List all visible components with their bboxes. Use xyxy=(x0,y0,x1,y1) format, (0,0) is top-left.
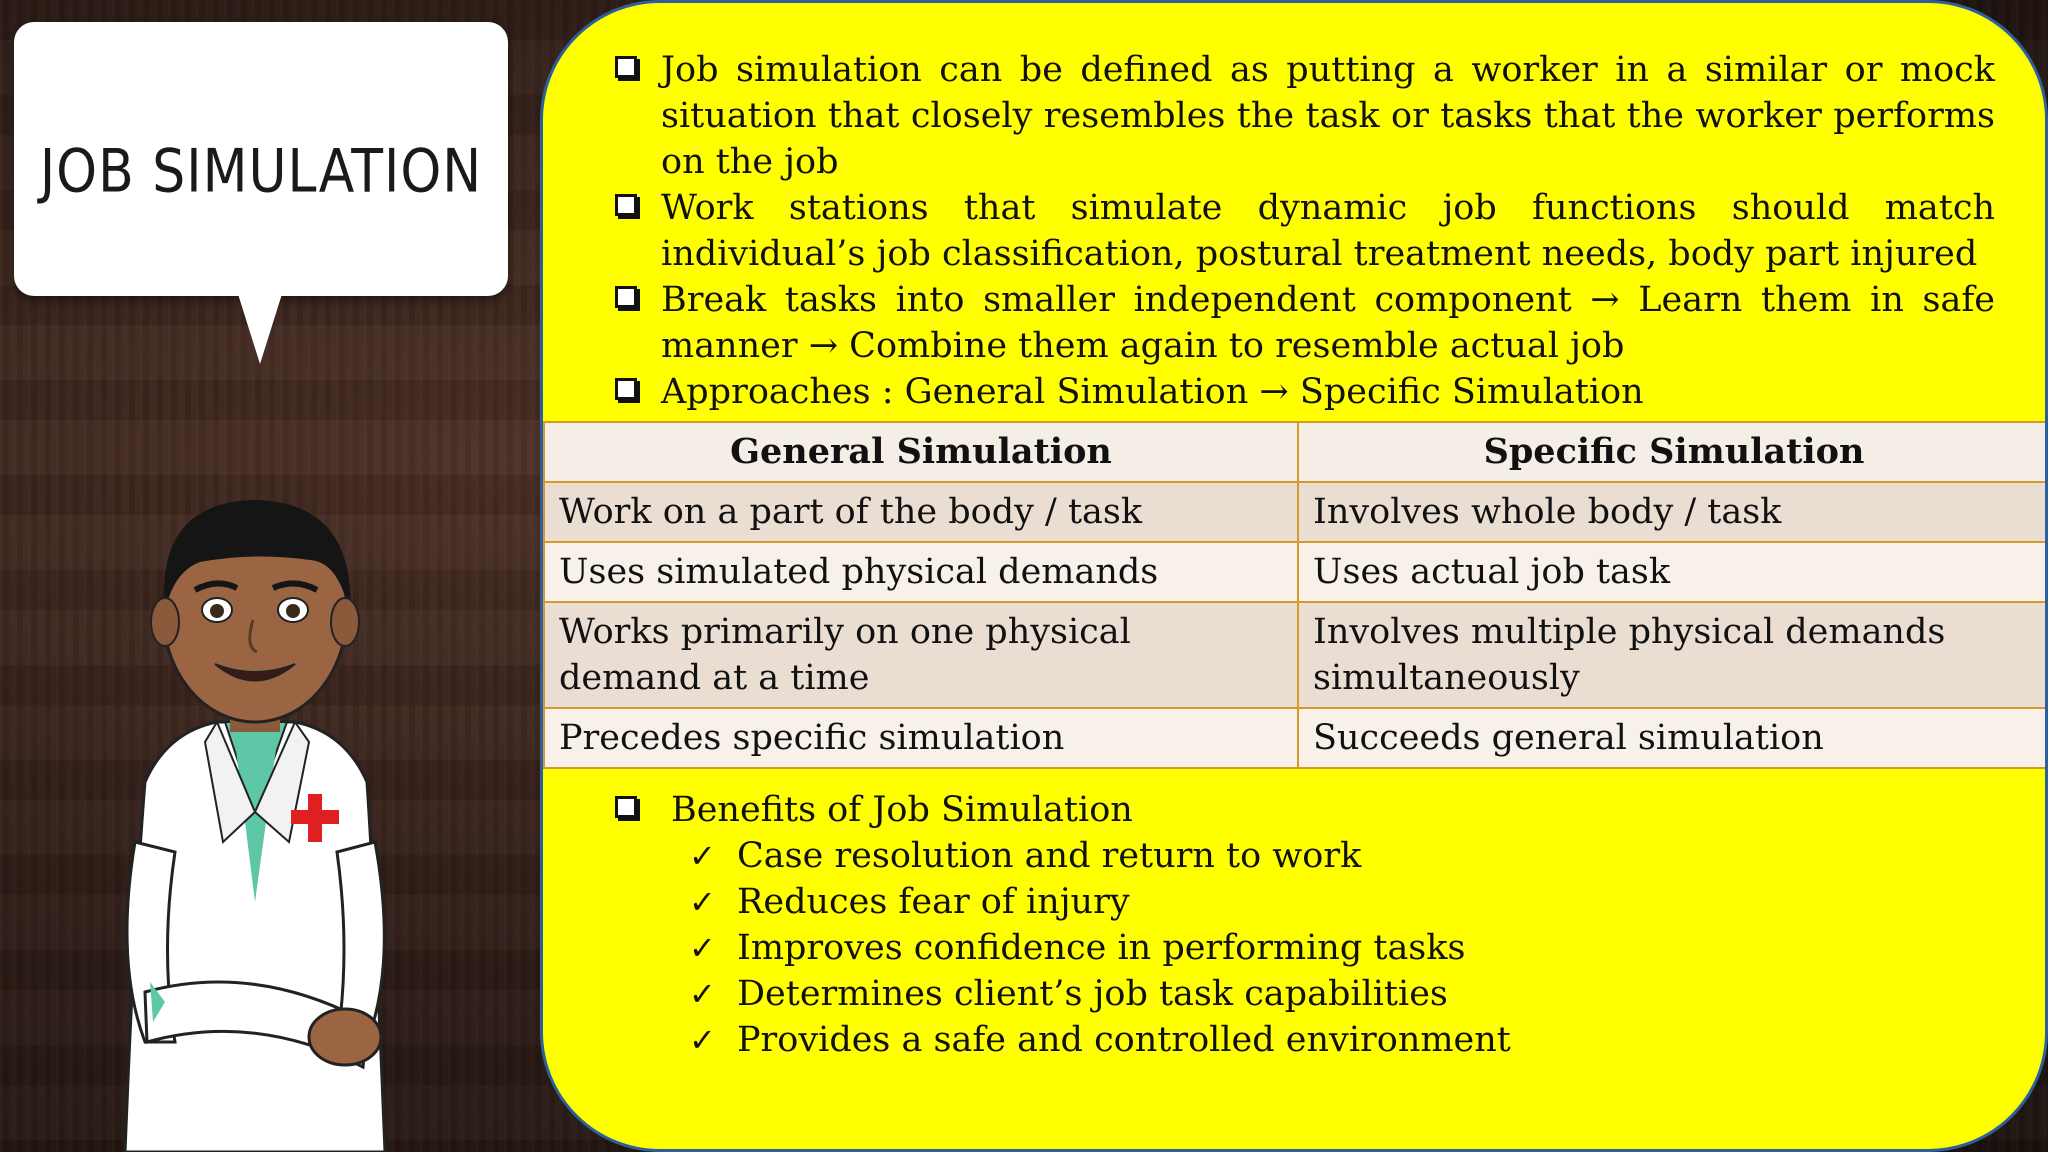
table-header-row xyxy=(544,422,2048,482)
table-cell: Uses simulated physical demands xyxy=(544,542,1298,602)
table-row xyxy=(544,708,2048,768)
check-icon: ✓ xyxy=(689,929,716,967)
bullet-item: Break tasks into smaller independent component → Learn them in safe manner → Combine them again to resemble actual job xyxy=(615,277,1995,369)
bullet-item: Approaches : General Simulation → Specific Simulation xyxy=(615,369,1995,415)
table-cell: Work on a part of the body / task xyxy=(544,482,1298,542)
checkbox-icon xyxy=(615,56,637,78)
list-item: ✓ Case resolution and return to work xyxy=(689,833,1511,879)
speech-bubble-tail xyxy=(238,294,282,364)
table-cell: Precedes specific simulation xyxy=(544,708,1298,768)
speech-bubble xyxy=(14,22,508,296)
table-row xyxy=(544,482,2048,542)
benefits-heading: Benefits of Job Simulation xyxy=(615,787,1511,833)
table-cell: Succeeds general simulation xyxy=(1298,708,2048,768)
table-row xyxy=(544,542,2048,602)
table-cell: Works primarily on one physical demand at a time xyxy=(544,602,1298,708)
table-cell: Uses actual job task xyxy=(1298,542,2048,602)
doctor-illustration xyxy=(105,482,405,1152)
checkbox-icon xyxy=(615,378,637,400)
bullet-list xyxy=(615,47,1995,415)
benefits-list xyxy=(615,833,1511,1063)
table-cell: Involves multiple physical demands simultaneously xyxy=(1298,602,2048,708)
content-panel xyxy=(540,0,2048,1152)
table-header: General Simulation xyxy=(544,422,1298,482)
list-item: ✓ Provides a safe and controlled environment xyxy=(689,1017,1511,1063)
check-icon: ✓ xyxy=(689,1021,716,1059)
bullet-item: Job simulation can be defined as putting a worker in a similar or mock situation that closely resembles the task or tasks that the worker performs on the job xyxy=(615,47,1995,185)
checkbox-icon xyxy=(615,796,637,818)
check-icon: ✓ xyxy=(689,837,716,875)
table-row xyxy=(544,602,2048,708)
list-item: ✓ Improves confidence in performing tasks xyxy=(689,925,1511,971)
bubble-title: JOB SIMULATION xyxy=(39,137,483,207)
list-item: ✓ Determines client’s job task capabilities xyxy=(689,971,1511,1017)
comparison-table xyxy=(543,421,2048,769)
bullet-item: Work stations that simulate dynamic job functions should match individual’s job classification, postural treatment needs, body part injured xyxy=(615,185,1995,277)
table-header: Specific Simulation xyxy=(1298,422,2048,482)
checkbox-icon xyxy=(615,286,637,308)
checkbox-icon xyxy=(615,194,637,216)
list-item: ✓ Reduces fear of injury xyxy=(689,879,1511,925)
check-icon: ✓ xyxy=(689,883,716,921)
benefits-section xyxy=(615,787,1511,1063)
table-cell: Involves whole body / task xyxy=(1298,482,2048,542)
check-icon: ✓ xyxy=(689,975,716,1013)
